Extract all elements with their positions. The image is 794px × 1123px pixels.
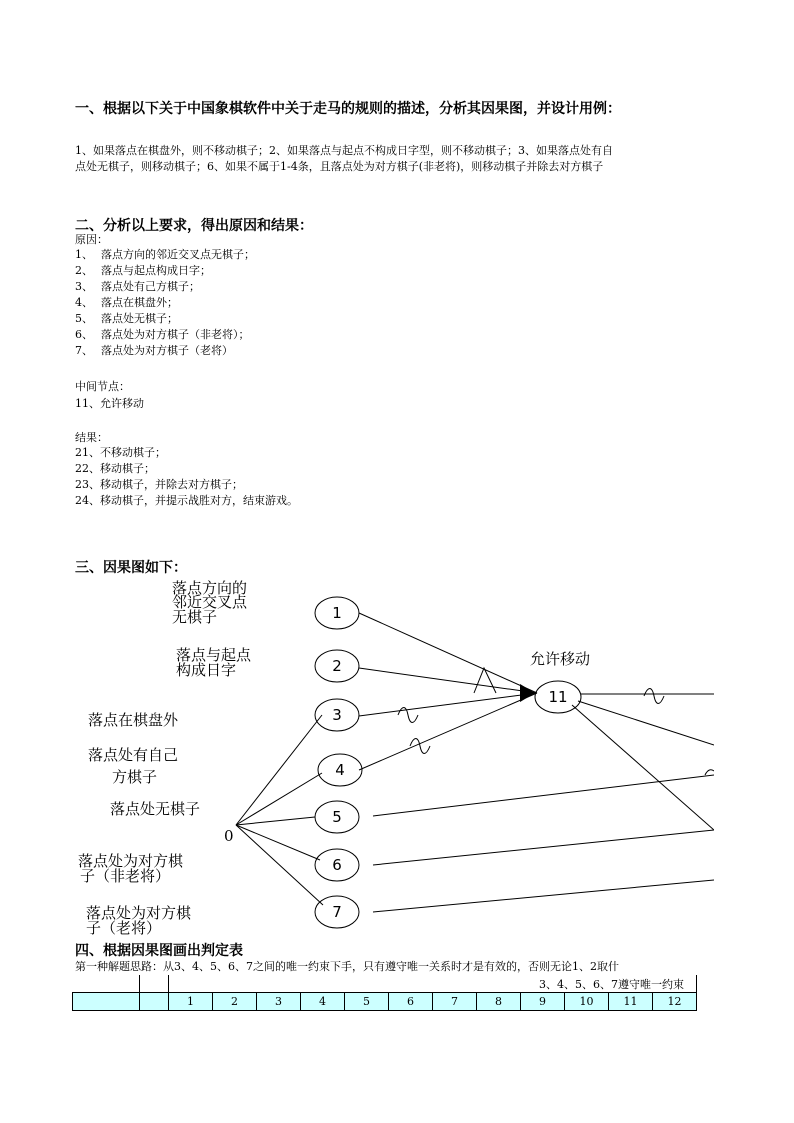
cause-item <box>75 343 255 359</box>
cause-text: 落点与起点构成日字； <box>101 264 211 277</box>
section1-title: 一、根据以下关于中国象棋软件中关于走马的规则的描述，分析其因果图，并设计用例： <box>75 101 621 117</box>
edge-11-result3 <box>572 705 714 830</box>
result-item: 24、移动棋子，并提示战胜对方，结束游戏。 <box>75 494 298 507</box>
rule-text-line1: 1、如果落点在棋盘外，则不移动棋子；2、如果落点与起点不构成日字型，则不移动棋子；3、如果落点处有自 <box>75 144 613 157</box>
label-cause2-line2: 构成日字 <box>176 661 237 679</box>
origin-zero: 0 <box>224 827 234 845</box>
table-row <box>73 975 697 993</box>
column-number: 6 <box>389 993 433 1011</box>
causes-list <box>75 247 255 359</box>
label-cause1-line2: 邻近交叉点 <box>172 593 248 611</box>
column-number: 4 <box>301 993 345 1011</box>
not-mark-result <box>644 689 664 704</box>
cause-item <box>75 311 255 327</box>
result-item: 23、移动棋子，并除去对方棋子； <box>75 478 243 491</box>
cause-num: 1、 <box>75 248 93 261</box>
decision-table <box>72 975 697 1011</box>
column-number: 1 <box>169 993 213 1011</box>
edge-11-result2 <box>578 701 714 745</box>
results-list <box>75 445 298 509</box>
label-allow-move: 允许移动 <box>530 650 591 668</box>
rule-text-line2: 点处无棋子，则移动棋子；6、如果不属于1-4条，且落点处为对方棋子(非老将)，则移动棋子并除去对方棋子 <box>75 160 604 173</box>
column-number: 9 <box>521 993 565 1011</box>
label-cause7-line1: 落点处为对方棋 <box>86 904 192 922</box>
cause-text: 落点在棋盘外； <box>101 296 178 309</box>
label-cause5: 落点处无棋子 <box>110 800 201 818</box>
cause-num: 3、 <box>75 280 93 293</box>
column-number: 5 <box>345 993 389 1011</box>
column-number: 8 <box>477 993 521 1011</box>
node-number: 1 <box>332 604 342 622</box>
cause-num: 6、 <box>75 328 93 341</box>
column-number: 12 <box>653 993 697 1011</box>
middle-item: 11、允许移动 <box>75 397 144 410</box>
label-cause3: 落点在棋盘外 <box>88 711 179 729</box>
cause-num: 2、 <box>75 264 93 277</box>
section4-title: 四、根据因果图画出判定表 <box>75 943 243 959</box>
result-item: 22、移动棋子； <box>75 462 155 475</box>
cause-text: 落点方向的邻近交叉点无棋子； <box>101 248 255 261</box>
cause-effect-diagram <box>72 575 714 940</box>
cause-item <box>75 247 255 263</box>
column-number: 11 <box>609 993 653 1011</box>
node-number: 2 <box>332 657 342 675</box>
cause-num: 7、 <box>75 344 93 357</box>
column-number: 10 <box>565 993 609 1011</box>
cause-item <box>75 295 255 311</box>
and-symbol <box>474 668 496 693</box>
cause-num: 5、 <box>75 312 93 325</box>
cause-num: 4、 <box>75 296 93 309</box>
label-cause4-line1: 落点处有自己 <box>88 746 179 764</box>
cause-item <box>75 279 255 295</box>
column-number: 3 <box>257 993 301 1011</box>
cause-text: 落点处为对方棋子（老将） <box>101 344 233 357</box>
not-mark-partial <box>705 770 714 775</box>
results-label: 结果： <box>75 431 108 444</box>
label-cause6-line2: 子（非老将） <box>80 867 171 885</box>
label-cause2-line1: 落点与起点 <box>176 646 252 664</box>
label-cause6-line1: 落点处为对方棋 <box>78 852 184 870</box>
table-cell <box>140 993 169 1011</box>
label-cause7-line2: 子（老将） <box>86 919 162 937</box>
edge-7-result <box>373 880 714 912</box>
label-cause1-line1: 落点方向的 <box>172 579 248 597</box>
cause-text: 落点处有己方棋子； <box>101 280 200 293</box>
cause-text: 落点处无棋子； <box>101 312 178 325</box>
causes-label: 原因： <box>75 233 108 246</box>
node-number: 11 <box>548 688 568 706</box>
cause-text: 落点处为对方棋子（非老将）； <box>101 328 250 341</box>
cause-item <box>75 263 255 279</box>
column-number: 2 <box>213 993 257 1011</box>
cause-item <box>75 327 255 343</box>
node-number: 6 <box>332 856 342 874</box>
label-cause4-line2: 方棋子 <box>112 768 158 786</box>
node-number: 5 <box>332 808 342 826</box>
result-item: 21、不移动棋子； <box>75 446 166 459</box>
node-number: 3 <box>332 706 342 724</box>
table-header-constraint: 3、4、5、6、7遵守唯一约束 <box>169 975 697 993</box>
edge-6-result <box>373 830 714 865</box>
section3-title: 三、因果图如下： <box>75 560 187 576</box>
middle-label: 中间节点： <box>75 380 130 393</box>
section2-title: 二、分析以上要求，得出原因和结果： <box>75 218 313 234</box>
edge-0-6 <box>236 825 320 860</box>
solution-idea-text: 第一种解题思路：从3、4、5、6、7之间的唯一约束下手，只有遵守唯一关系时才是有效的，否则无论1、2取什 <box>75 960 619 973</box>
edge-0-7 <box>236 825 323 905</box>
arrowhead-11 <box>520 684 535 702</box>
column-number: 7 <box>433 993 477 1011</box>
table-row <box>73 993 697 1011</box>
node-number: 4 <box>335 761 345 779</box>
table-cell <box>73 993 140 1011</box>
edge-0-3 <box>236 715 322 825</box>
node-number: 7 <box>332 903 342 921</box>
label-cause1-line3: 无棋子 <box>172 608 218 626</box>
edge-5-result <box>373 775 714 816</box>
